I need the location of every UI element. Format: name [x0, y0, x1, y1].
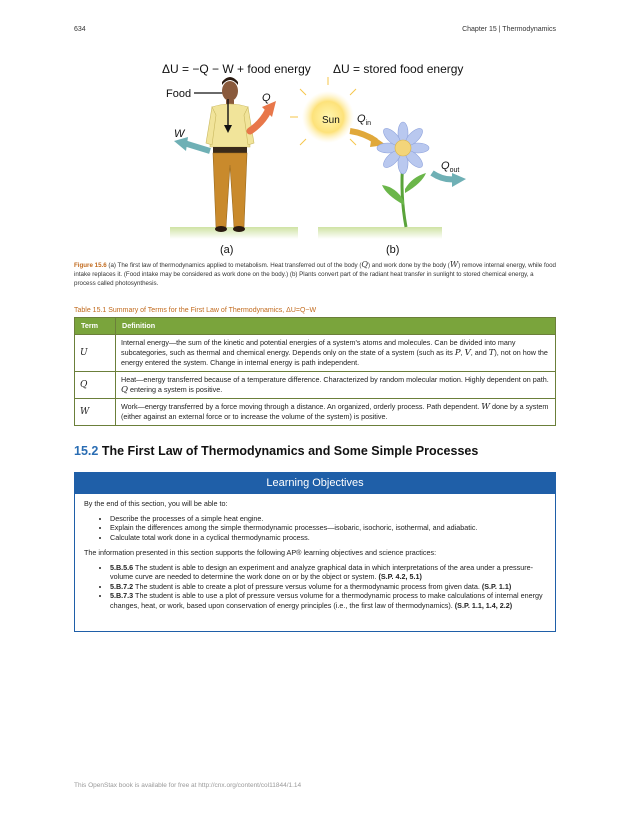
ground-b: [318, 227, 442, 239]
heat-out-plant-arrow: [432, 173, 466, 187]
ap-text: The student is able to create a plot of pressure versus volume for a thermodynamic process from given data.: [133, 581, 482, 591]
var-w: W: [481, 402, 490, 412]
list-item: [110, 582, 546, 592]
section-number: 15.2: [74, 444, 99, 458]
qout-sub: out: [449, 167, 460, 174]
section-heading: [74, 444, 478, 458]
table-row: [75, 335, 556, 372]
learning-objectives-box: [74, 472, 556, 632]
equation-b: ΔU = stored food energy: [333, 62, 464, 76]
def-text: done by a system (either against an external force or to increase the volume of the system) is positive.: [121, 402, 549, 421]
def-text: Heat—energy transferred because of a temperature difference. Characterized by random molecular motion. Highly dependent on path.: [121, 375, 549, 384]
footer-note: This OpenStax book is available for free at http://cnx.org/content/col11844/1.14: [74, 782, 302, 789]
caption-w: W: [449, 260, 459, 269]
term-cell: Q: [75, 372, 116, 399]
chapter-title: Chapter 15 | Thermodynamics: [462, 26, 556, 33]
metabolism-photosynthesis-figure: [150, 55, 480, 260]
def-text: ), not on how the energy entered the system. Change in internal energy is path independent.: [121, 348, 548, 367]
ap-code: 5.B.7.3: [110, 591, 134, 600]
ap-practice: (S.P. 4.2, 5.1): [378, 572, 422, 581]
learning-objectives-body: [75, 494, 555, 610]
def-text: Internal energy—the sum of the kinetic and potential energies of a system's atoms and molecules. Can be divided into many subcategories, such as thermal and chemical energy. Depends only on the state of a system (such as its: [121, 338, 516, 357]
def-sep: ,: [460, 348, 465, 357]
food-label: Food: [166, 88, 192, 100]
panel-a-label: (a): [220, 244, 234, 256]
section-title: The First Law of Thermodynamics and Some Simple Processes: [98, 444, 479, 458]
def-text: Work—energy transferred by a force moving through a distance. An organized, orderly process. Path dependent.: [121, 402, 482, 411]
sun-label: Sun: [322, 115, 340, 126]
table-caption: Table 15.1 Summary of Terms for the First Law of Thermodynamics, ΔU=Q−W: [74, 307, 317, 314]
caption-text-1: (a) The first law of thermodynamics applied to metabolism. Heat transferred out of the body (: [106, 262, 362, 269]
caption-text-3: ) remove internal energy, while food intake replaces it. (Food intake may be considered as work done on the body.) (b) Plants convert part of the radiant heat transfer in sunlight to stored chemical energy, a process called photosynthesis.: [74, 262, 556, 287]
term-cell: U: [75, 335, 116, 372]
learning-objectives-heading: Learning Objectives: [75, 473, 555, 494]
var-v: V: [464, 348, 471, 358]
ap-practice: (S.P. 1.1, 1.4, 2.2): [454, 600, 513, 610]
page-number: 634: [74, 26, 86, 33]
ap-text: The student is able to use a plot of pressure versus volume for a thermodynamic process to make calculations of internal energy changes, heat, or work, based upon conservation of energy principles (i.e., the first law of thermodynamics).: [110, 591, 543, 610]
term-cell: W: [75, 399, 116, 426]
def-sep: , and: [470, 348, 489, 357]
flower-icon: [377, 122, 429, 227]
heat-out-arrow: [250, 101, 276, 131]
w-label: W: [174, 128, 185, 140]
qin-label: [357, 113, 371, 127]
definition-cell: [116, 335, 556, 372]
ap-text: The student is able to design an experiment and analyze graphical data in which interpretations of the area under a pressure-volume curve are needed to determine the work done on or by the object or system.: [110, 562, 534, 581]
person-icon: [206, 77, 254, 232]
lo-intro: By the end of this section, you will be able to:: [84, 499, 228, 508]
ap-code: 5.B.5.6: [110, 562, 134, 572]
col-def-header: Definition: [116, 318, 556, 335]
var-t: T: [488, 348, 495, 358]
var-p: P: [454, 348, 461, 358]
table-row: [75, 372, 556, 399]
equation-a: ΔU = −Q − W + food energy: [162, 62, 311, 76]
caption-q: Q: [361, 260, 368, 269]
definition-cell: [116, 372, 556, 399]
figure-caption: [74, 260, 556, 288]
def-text: entering a system is positive.: [127, 385, 223, 394]
terms-table: [74, 317, 556, 426]
qout-q: Q: [441, 160, 450, 172]
qout-label: [441, 160, 459, 174]
q-label: Q: [262, 92, 271, 104]
panel-b-label: (b): [386, 244, 400, 256]
qin-q: Q: [357, 113, 366, 125]
qin-sub: in: [365, 120, 372, 127]
list-item: • Calculate total work done in a cyclical thermodynamic process.: [110, 533, 546, 543]
var-q: Q: [121, 385, 128, 395]
caption-text-2: ) and work done by the body (: [367, 262, 450, 269]
table-row: [75, 399, 556, 426]
col-term-header: Term: [75, 318, 116, 335]
table-header-row: [75, 318, 556, 335]
list-item: [110, 591, 546, 610]
list-item: [110, 563, 546, 582]
ap-code: 5.B.7.2: [110, 581, 134, 591]
lo-list: [84, 514, 546, 543]
definition-cell: [116, 399, 556, 426]
ap-intro: The information presented in this section supports the following AP® learning objectives and science practices:: [84, 548, 437, 557]
list-item: • Describe the processes of a simple heat engine.: [110, 514, 546, 524]
ap-practice: (S.P. 1.1): [481, 581, 512, 591]
figure-label: Figure 15.6: [74, 262, 107, 269]
list-item: • Explain the differences among the simple thermodynamic processes—isobaric, isochoric, isothermal, and adiabatic.: [110, 523, 546, 533]
ap-list: [84, 563, 546, 611]
